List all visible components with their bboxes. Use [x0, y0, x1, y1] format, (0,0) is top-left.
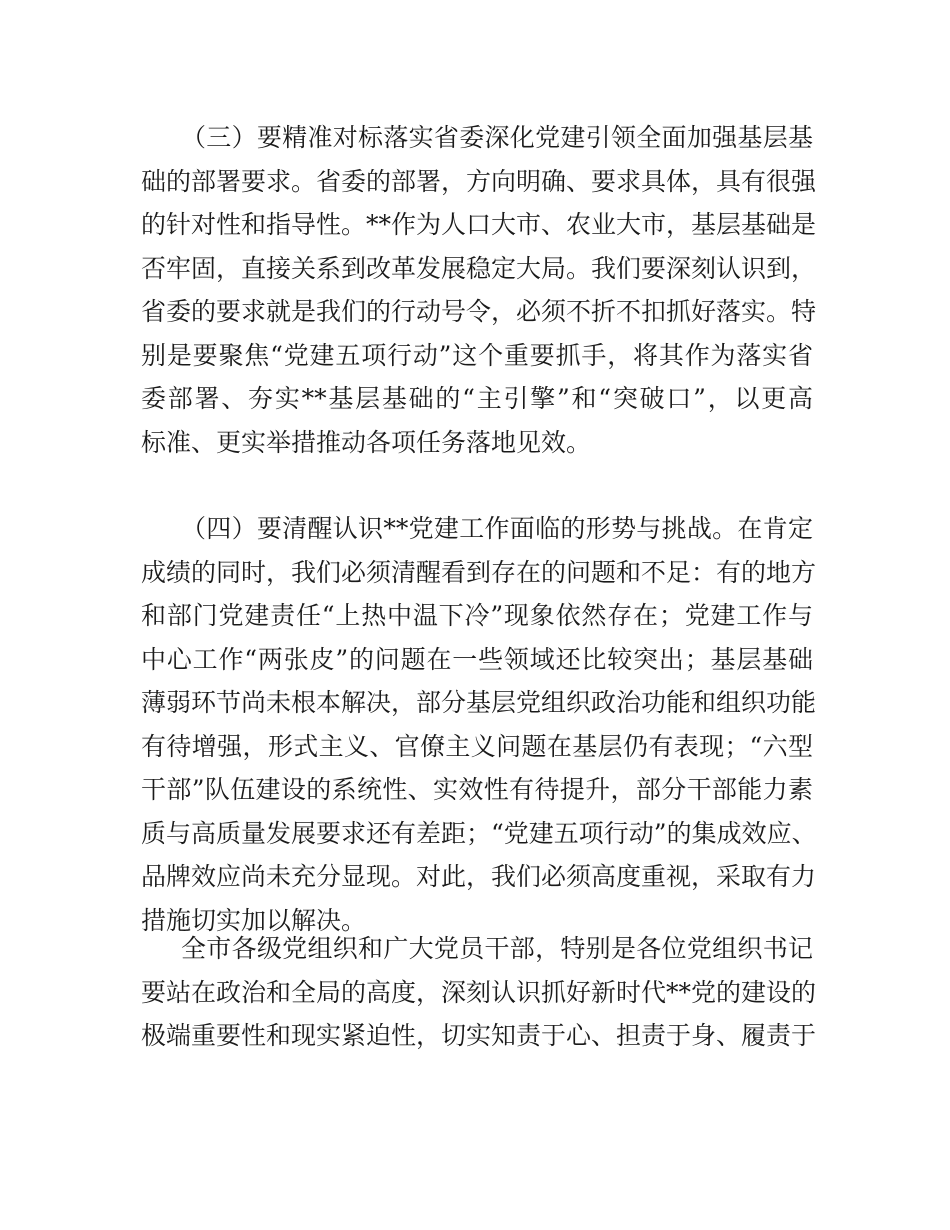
text-line: 全市各级党组织和广大党员干部，特别是各位党组织书记 — [181, 934, 813, 963]
text-line: 和部门党建责任“上热中温下冷”现象依然存在；党建工作与 — [141, 601, 813, 630]
paragraph-section-four — [141, 507, 817, 942]
text-line: 否牢固，直接关系到改革发展稳定大局。我们要深刻认识到， — [141, 253, 817, 283]
text-line: （四）要清醒认识**党建工作面临的形势与挑战。在肯定 — [181, 514, 813, 543]
text-line: 成绩的同时，我们必须清醒看到存在的问题和不足：有的地方 — [141, 557, 817, 587]
text-line: 薄弱环节尚未根本解决，部分基层党组织政治功能和组织功能 — [141, 688, 817, 717]
text-line: 中心工作“两张皮”的问题在一些领域还比较突出；基层基础 — [141, 644, 813, 674]
paragraph-closing — [141, 927, 817, 1058]
text-line: 要站在政治和全局的高度，深刻认识抓好新时代**党的建设的 — [141, 977, 817, 1007]
text-line: 省委的要求就是我们的行动号令，必须不折不扣抓好落实。特 — [141, 297, 817, 326]
paragraph-section-three — [141, 116, 817, 464]
text-line: 别是要聚焦“党建五项行动”这个重要抓手，将其作为落实省 — [141, 340, 813, 370]
text-line: 础的部署要求。省委的部署，方向明确、要求具体，具有很强 — [141, 166, 817, 196]
text-line: 质与高质量发展要求还有差距；“党建五项行动”的集成效应、 — [141, 818, 817, 848]
text-line: 措施切实加以解决。 — [141, 905, 367, 935]
text-line: 极端重要性和现实紧迫性，切实知责于心、担责于身、履责于 — [141, 1021, 817, 1050]
text-line: 委部署、夯实**基层基础的“主引擎”和“突破口”，以更高 — [141, 384, 813, 413]
text-line: 的针对性和指导性。**作为人口大市、农业大市，基层基础是 — [141, 210, 817, 239]
text-line: 有待增强，形式主义、官僚主义问题在基层仍有表现；“六型 — [141, 731, 813, 761]
text-line: 干部”队伍建设的系统性、实效性有待提升，部分干部能力素 — [141, 775, 813, 804]
text-line: （三）要精准对标落实省委深化党建引领全面加强基层基 — [181, 123, 813, 152]
text-line: 标准、更实举措推动各项任务落地见效。 — [141, 427, 592, 457]
text-line: 品牌效应尚未充分显现。对此，我们必须高度重视，采取有力 — [141, 862, 817, 891]
